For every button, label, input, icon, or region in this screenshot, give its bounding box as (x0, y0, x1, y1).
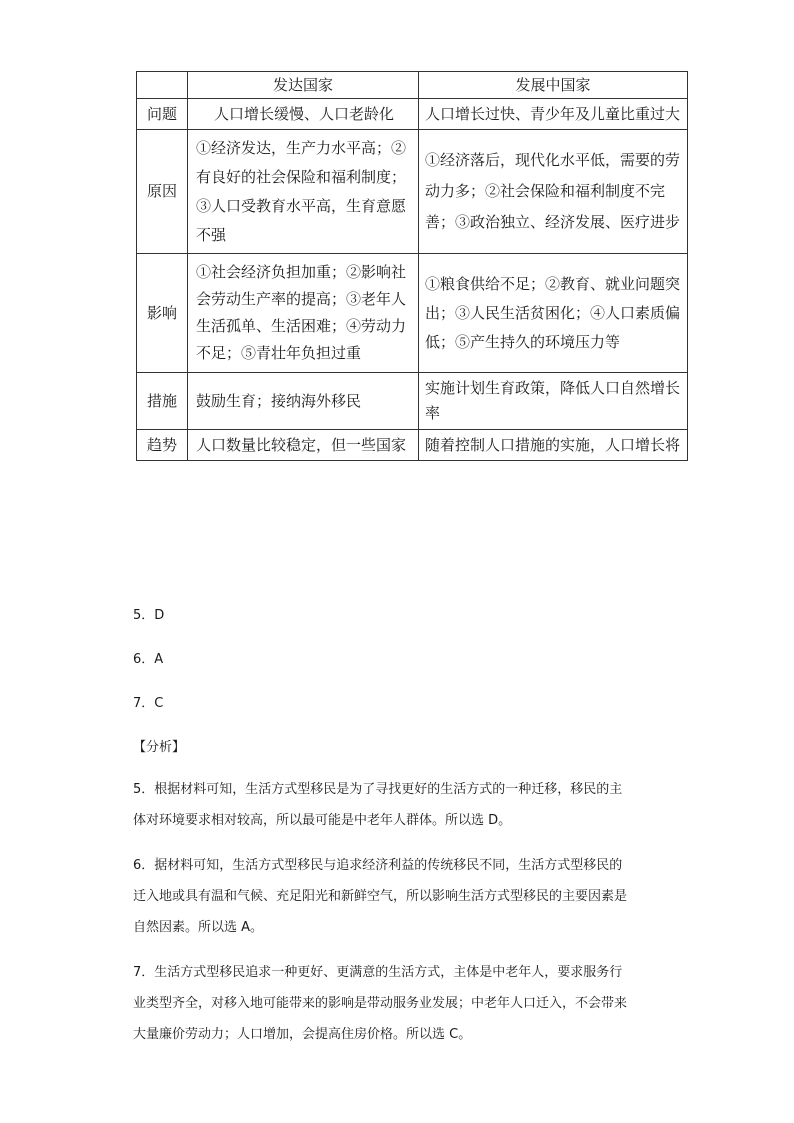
header-cell-developed: 发达国家 (188, 72, 419, 99)
explanation-paragraph-6 (133, 850, 693, 943)
paragraph-line: 大量廉价劳动力；人口增加，会提高住房价格。所以选 C。 (133, 1027, 472, 1042)
comparison-table (136, 71, 688, 461)
cell-line: 人口增长过快、青少年及儿童比重过大 (425, 104, 681, 123)
cell-line: ①社会经济负担加重；②影响社 (196, 263, 407, 281)
row-label: 原因 (137, 130, 188, 254)
answer-6: 6．A (133, 652, 164, 667)
cell-line: 生活孤单、生活困难；④劳动力 (196, 317, 407, 335)
cell-line: 动力多；②社会保险和福利制度不完 (425, 182, 666, 200)
explanation-paragraph-5 (133, 774, 693, 836)
answer-5: 5．D (133, 608, 165, 623)
cell-line: 出；③人民生活贫困化；④人口素质偏 (425, 303, 681, 322)
explanation-paragraph-7 (133, 957, 693, 1050)
cell-line: 随着控制人口措施的实施，人口增长将 (425, 435, 681, 454)
developing-cell (419, 130, 688, 254)
cell-line: 不强 (196, 225, 227, 244)
developing-cell (419, 430, 688, 461)
table-row (137, 373, 688, 430)
developed-cell (188, 373, 419, 430)
answer-7: 7．C (133, 696, 164, 711)
cell-line: ①粮食供给不足；②教育、就业问题突 (425, 274, 681, 293)
cell-line: 会劳动生产率的提高；③老年人 (196, 290, 407, 308)
cell-line: ①经济发达，生产力水平高；② (196, 138, 407, 157)
developing-cell (419, 254, 688, 373)
paragraph-line: 业类型齐全，对移入地可能带来的影响是带动服务业发展；中老年人口迁入，不会带来 (133, 996, 628, 1011)
paragraph-line: 7．生活方式型移民追求一种更好、更满意的生活方式，主体是中老年人，要求服务行 (133, 965, 623, 980)
developing-cell (419, 373, 688, 430)
paragraph-line: 体对环境要求相对较高，所以最可能是中老年人群体。所以选 D。 (133, 813, 512, 828)
cell-line: 人口数量比较稳定，但一些国家 (196, 435, 407, 454)
paragraph-line: 迁入地或具有温和气候、充足阳光和新鲜空气，所以影响生活方式型移民的主要因素是 (133, 889, 628, 904)
cell-line: 率 (425, 404, 441, 422)
table-row (137, 430, 688, 461)
developed-cell (188, 99, 419, 130)
cell-line: 善；③政治独立、经济发展、医疗进步 (425, 213, 681, 231)
paragraph-line: 6．据材料可知，生活方式型移民与追求经济利益的传统移民不同，生活方式型移民的 (133, 858, 623, 873)
row-label: 影响 (137, 254, 188, 373)
paragraph-line: 自然因素。所以选 A。 (133, 920, 264, 935)
table-row (137, 254, 688, 373)
header-cell-developing: 发展中国家 (419, 72, 688, 99)
cell-line: 低；⑤产生持久的环境压力等 (425, 332, 621, 351)
table-row (137, 130, 688, 254)
developed-cell (188, 430, 419, 461)
cell-line: ①经济落后，现代化水平低，需要的劳 (425, 151, 681, 169)
row-label: 趋势 (137, 430, 188, 461)
developed-cell (188, 254, 419, 373)
row-label: 问题 (137, 99, 188, 130)
cell-line: ③人口受教育水平高，生育意愿 (196, 196, 407, 215)
analysis-heading: 【分析】 (133, 740, 186, 755)
developing-cell (419, 99, 688, 130)
cell-line: 不足；⑤青壮年负担过重 (196, 344, 362, 362)
cell-line: 人口增长缓慢、人口老龄化 (213, 104, 394, 123)
table-header-row (137, 72, 688, 99)
developed-cell (188, 130, 419, 254)
header-cell-empty (137, 72, 188, 99)
paragraph-line: 5．根据材料可知，生活方式型移民是为了寻找更好的生活方式的一种迁移，移民的主 (133, 782, 623, 797)
row-label: 措施 (137, 373, 188, 430)
cell-line: 鼓励生育；接纳海外移民 (196, 391, 362, 410)
table-row (137, 99, 688, 130)
cell-line: 实施计划生育政策，降低人口自然增长 (425, 379, 681, 397)
cell-line: 有良好的社会保险和福利制度； (196, 167, 407, 186)
